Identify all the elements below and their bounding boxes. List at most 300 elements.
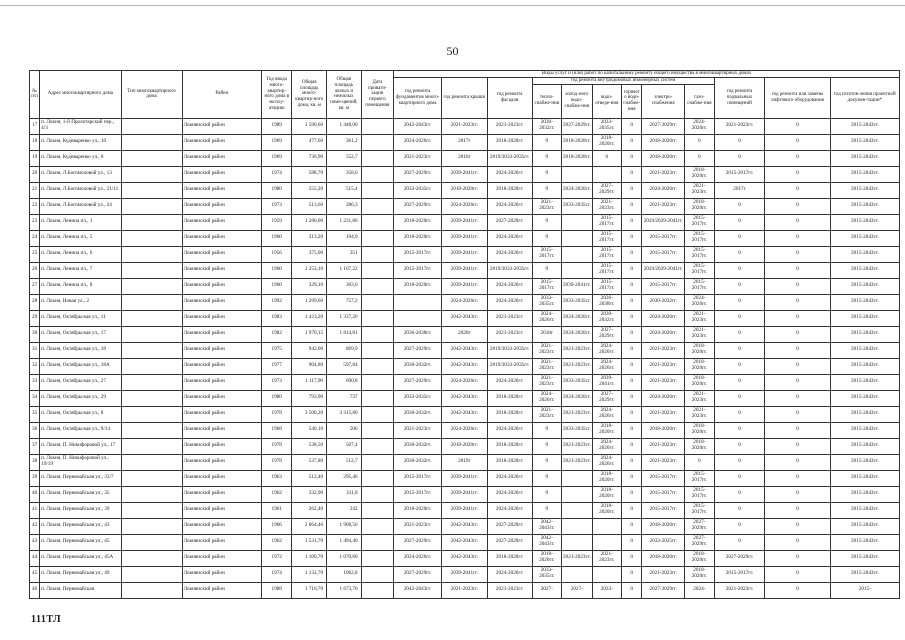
cell-type bbox=[121, 246, 182, 262]
cell-roof: 2042-2043гг. bbox=[441, 390, 487, 406]
cell-roof: 2039-2041гг. bbox=[441, 166, 487, 182]
cell-cold bbox=[562, 262, 593, 278]
cell-lift: 0 bbox=[765, 150, 830, 166]
cell-found: 2015-2017гг. bbox=[394, 470, 442, 486]
cell-gas: 2015-2017гг. bbox=[685, 262, 715, 278]
cell-addr: п. Локня, Ленина пл., 1 bbox=[40, 214, 121, 230]
cell-cold bbox=[562, 166, 593, 182]
cell-elec: 2021-2023гг. bbox=[642, 406, 685, 422]
cell-year: 1992 bbox=[261, 294, 292, 310]
cell-addr: п. Локня, 1-й Пролетарский пер., 4/3 bbox=[40, 118, 121, 134]
cell-cold: 2021-2023гг. bbox=[562, 342, 593, 358]
cell-heat: 2021-2023гг. bbox=[532, 342, 562, 358]
cell-district: Локнянский район bbox=[182, 278, 261, 294]
cell-priv bbox=[361, 278, 394, 294]
cell-heat: 0 bbox=[532, 486, 562, 502]
cell-base: 0 bbox=[714, 422, 765, 438]
cell-sew: 2018-2020гг. bbox=[592, 134, 622, 150]
table-row bbox=[30, 550, 900, 566]
cell-living: 358,6 bbox=[327, 166, 362, 182]
table-row bbox=[30, 310, 900, 326]
cell-gas: 2015-2017гг. bbox=[685, 246, 715, 262]
cell-hot: 0 bbox=[622, 326, 642, 342]
cell-type bbox=[121, 518, 182, 534]
cell-elec: 2033-2035гг. bbox=[642, 534, 685, 550]
cell-elec: 2018-2020гг. bbox=[642, 422, 685, 438]
cell-gas: 2024-2026гг. bbox=[685, 294, 715, 310]
cell-no: 18 bbox=[30, 134, 40, 150]
cell-cold: 2027-2029гг. bbox=[562, 118, 593, 134]
cell-living: 1 337,20 bbox=[327, 310, 362, 326]
cell-district: Локнянский район bbox=[182, 118, 261, 134]
cell-lift: 0 bbox=[765, 262, 830, 278]
cell-cold bbox=[562, 230, 593, 246]
cell-district: Локнянский район bbox=[182, 358, 261, 374]
cell-total: 313,20 bbox=[292, 230, 327, 246]
cell-addr: п. Локня, Ленина пл., 6 bbox=[40, 246, 121, 262]
cell-found: 2021-2023гг. bbox=[394, 518, 442, 534]
cell-addr: п. Локня, П. Никифоровой ул., 17 bbox=[40, 438, 121, 454]
cell-total: 3 500,20 bbox=[292, 406, 327, 422]
cell-priv bbox=[361, 230, 394, 246]
cell-docs: 2015-2043гг. bbox=[830, 438, 899, 454]
cell-no: 32 bbox=[30, 358, 40, 374]
cell-year: 1975 bbox=[261, 342, 292, 358]
cell-base: 2015-2017гг. bbox=[714, 166, 765, 182]
cell-sew: 2036-2038гг. bbox=[592, 294, 622, 310]
col-house-type: Тип многоквартирного дома bbox=[121, 71, 182, 119]
cell-facade: 2019/2033-2035гг. bbox=[487, 150, 532, 166]
cell-living: 1 908,56 bbox=[327, 518, 362, 534]
cell-total: 513,60 bbox=[292, 198, 327, 214]
cell-hot: 0 bbox=[622, 470, 642, 486]
cell-sew: 2024-2026гг. bbox=[592, 358, 622, 374]
cell-cold: 2021-2023гг. bbox=[562, 358, 593, 374]
cell-total: 1 299,60 bbox=[292, 294, 327, 310]
cell-docs: 2015-2043гг. bbox=[830, 182, 899, 198]
table-body bbox=[30, 118, 900, 598]
cell-priv bbox=[361, 118, 394, 134]
cell-type bbox=[121, 294, 182, 310]
col-roof: год ремонта крыши bbox=[441, 77, 487, 118]
cell-gas: 2018-2020гг. bbox=[685, 374, 715, 390]
cell-docs: 2015-2043гг. bbox=[830, 198, 899, 214]
cell-type bbox=[121, 214, 182, 230]
cell-sew: 2033-2035гг. bbox=[592, 118, 622, 134]
cell-district: Локнянский район bbox=[182, 262, 261, 278]
cell-living: 311,8 bbox=[327, 486, 362, 502]
cell-docs: 2015-2043гг. bbox=[830, 422, 899, 438]
cell-no: 23 bbox=[30, 214, 40, 230]
cell-roof: 2042-2043гг. bbox=[441, 310, 487, 326]
cell-year: 1962 bbox=[261, 486, 292, 502]
cell-cold: 2021-2023гг. bbox=[562, 406, 593, 422]
cell-sew: 2018-2020гг. bbox=[592, 486, 622, 502]
cell-total: 1 970,15 bbox=[292, 326, 327, 342]
cell-year: 1966 bbox=[261, 518, 292, 534]
cell-base: 2015-2017гг. bbox=[714, 566, 765, 582]
cell-hot: 0 bbox=[622, 278, 642, 294]
cell-district: Локнянский район bbox=[182, 198, 261, 214]
cell-found: 2033-2035гг. bbox=[394, 182, 442, 198]
cell-docs: 2015-2043гг. bbox=[830, 518, 899, 534]
cell-gas: 2021-2023гг. bbox=[685, 406, 715, 422]
cell-hot: 0 bbox=[622, 342, 642, 358]
cell-type bbox=[121, 550, 182, 566]
cell-sew: 2027-2029гг. bbox=[592, 326, 622, 342]
cell-type bbox=[121, 342, 182, 358]
cell-found: 2027-2029гг. bbox=[394, 534, 442, 550]
cell-total: 477,60 bbox=[292, 134, 327, 150]
cell-base: 2017г bbox=[714, 182, 765, 198]
table-row bbox=[30, 390, 900, 406]
cell-elec: 2021-2023гг. bbox=[642, 358, 685, 374]
cell-cold bbox=[562, 502, 593, 518]
cell-addr: п. Локня, Первомайская ул., 43 bbox=[40, 518, 121, 534]
cell-sew: 2039-2041гг. bbox=[592, 374, 622, 390]
cell-addr: п. Локня, Кудиваренко ул., 8 bbox=[40, 150, 121, 166]
cell-lift: 0 bbox=[765, 214, 830, 230]
cell-cold bbox=[562, 214, 593, 230]
cell-type bbox=[121, 182, 182, 198]
cell-heat: 2042-2043гг. bbox=[532, 534, 562, 550]
cell-hot: 0 bbox=[622, 582, 642, 598]
cell-type bbox=[121, 486, 182, 502]
cell-found: 2015-2017гг. bbox=[394, 246, 442, 262]
cell-found: 2024-2026гг. bbox=[394, 134, 442, 150]
cell-docs: 2015-2043гг. bbox=[830, 406, 899, 422]
cell-elec: 2027-2029гг. bbox=[642, 118, 685, 134]
cell-priv bbox=[361, 166, 394, 182]
cell-district: Локнянский район bbox=[182, 406, 261, 422]
cell-year: 1978 bbox=[261, 438, 292, 454]
cell-type bbox=[121, 150, 182, 166]
cell-year: 1962 bbox=[261, 534, 292, 550]
cell-elec: 2024-2026гг. bbox=[642, 310, 685, 326]
cell-lift: 0 bbox=[765, 294, 830, 310]
cell-addr: п. Локня, Первомайская ул., 35 bbox=[40, 486, 121, 502]
table-row bbox=[30, 534, 900, 550]
cell-type bbox=[121, 166, 182, 182]
cell-found: 2030-2032гг. bbox=[394, 406, 442, 422]
cell-elec: 2018-2020гг. bbox=[642, 518, 685, 534]
cell-roof: 2016г bbox=[441, 150, 487, 166]
capital-repair-table bbox=[29, 70, 900, 599]
cell-district: Локнянский район bbox=[182, 310, 261, 326]
cell-hot: 0 bbox=[622, 262, 642, 278]
cell-lift: 0 bbox=[765, 438, 830, 454]
cell-facade: 2024-2026гг. bbox=[487, 198, 532, 214]
cell-year: 1969 bbox=[261, 150, 292, 166]
cell-year: 1980 bbox=[261, 182, 292, 198]
cell-docs: 2015-2043гг. bbox=[830, 118, 899, 134]
cell-no: 40 bbox=[30, 486, 40, 502]
cell-district: Локнянский район bbox=[182, 230, 261, 246]
cell-gas: 2018-2020гг. bbox=[685, 550, 715, 566]
cell-district: Локнянский район bbox=[182, 374, 261, 390]
cell-living: 194,9 bbox=[327, 230, 362, 246]
cell-priv bbox=[361, 342, 394, 358]
cell-sew: 2027-2029гг. bbox=[592, 182, 622, 198]
cell-total: 1 253,10 bbox=[292, 262, 327, 278]
cell-total: 375,00 bbox=[292, 246, 327, 262]
cell-heat: 2030-2032гг. bbox=[532, 118, 562, 134]
cell-elec: 2019/2039-2041гг. bbox=[642, 262, 685, 278]
cell-gas: 0 bbox=[685, 134, 715, 150]
cell-heat: 2015-2017гг. bbox=[532, 246, 562, 262]
cell-living: 552,7 bbox=[327, 150, 362, 166]
table-row bbox=[30, 374, 900, 390]
cell-hot: 0 bbox=[622, 454, 642, 470]
cell-district: Локнянский район bbox=[182, 214, 261, 230]
cell-base: 0 bbox=[714, 134, 765, 150]
cell-roof: 2020г bbox=[441, 326, 487, 342]
cell-type bbox=[121, 278, 182, 294]
cell-type bbox=[121, 406, 182, 422]
cell-sew: 2024-2026гг. bbox=[592, 342, 622, 358]
table-row bbox=[30, 198, 900, 214]
cell-hot: 0 bbox=[622, 182, 642, 198]
cell-type bbox=[121, 134, 182, 150]
cell-docs: 2015-2043гг. bbox=[830, 358, 899, 374]
table-row bbox=[30, 326, 900, 342]
col-group-works: Виды услуг и (или) работ по капитальному ремонту общего имущества в многоквартирных домах bbox=[394, 71, 900, 78]
cell-lift: 0 bbox=[765, 390, 830, 406]
cell-heat: 2024-2026гг. bbox=[532, 390, 562, 406]
cell-living: 1 494,40 bbox=[327, 534, 362, 550]
cell-docs: 2015- bbox=[830, 582, 899, 598]
cell-cold bbox=[562, 486, 593, 502]
cell-lift: 0 bbox=[765, 550, 830, 566]
cell-elec: 2015-2017гг. bbox=[642, 502, 685, 518]
col-elevators: год ремонта или замены лифтового оборудования bbox=[765, 77, 830, 118]
cell-elec: 2021-2023гг. bbox=[642, 566, 685, 582]
cell-gas: 2018-2020гг. bbox=[685, 198, 715, 214]
cell-priv bbox=[361, 358, 394, 374]
cell-no: 33 bbox=[30, 374, 40, 390]
cell-roof: 2042-2043гг. bbox=[441, 518, 487, 534]
cell-addr: п. Локня, Кудиваренко ул., 10 bbox=[40, 134, 121, 150]
cell-year: 1960 bbox=[261, 230, 292, 246]
cell-found bbox=[394, 310, 442, 326]
cell-elec: 2024-2026гг. bbox=[642, 326, 685, 342]
cell-priv bbox=[361, 134, 394, 150]
cell-total: 1 117,90 bbox=[292, 374, 327, 390]
cell-year: 1977 bbox=[261, 358, 292, 374]
cell-priv bbox=[361, 566, 394, 582]
cell-hot: 0 bbox=[622, 518, 642, 534]
cell-priv bbox=[361, 246, 394, 262]
table-row bbox=[30, 406, 900, 422]
table-header bbox=[30, 71, 900, 119]
cell-elec: 2018-2020гг. bbox=[642, 150, 685, 166]
cell-roof: 2018-2020гг. bbox=[441, 182, 487, 198]
cell-gas: 2015-2017гг. bbox=[685, 486, 715, 502]
cell-found: 2018-2020гг. bbox=[394, 214, 442, 230]
cell-hot: 0 bbox=[622, 294, 642, 310]
cell-gas: 2027-2029гг. bbox=[685, 534, 715, 550]
cell-addr: п. Локня, Первомайская ул., 49 bbox=[40, 566, 121, 582]
cell-district: Локнянский район bbox=[182, 518, 261, 534]
cell-found: 2027-2029гг. bbox=[394, 566, 442, 582]
cell-no: 24 bbox=[30, 230, 40, 246]
table-row bbox=[30, 342, 900, 358]
cell-type bbox=[121, 198, 182, 214]
cell-heat: 0 bbox=[532, 166, 562, 182]
cell-living: 3 315,80 bbox=[327, 406, 362, 422]
cell-hot: 0 bbox=[622, 422, 642, 438]
cell-base: 2027-2029гг. bbox=[714, 550, 765, 566]
cell-priv bbox=[361, 374, 394, 390]
cell-hot: 0 bbox=[622, 502, 642, 518]
cell-docs: 2015-2043гг. bbox=[830, 278, 899, 294]
cell-cold: 2027- bbox=[562, 582, 593, 598]
cell-hot: 0 bbox=[622, 118, 642, 134]
cell-cold: 2024-2026гг. bbox=[562, 182, 593, 198]
cell-year: 1978 bbox=[261, 406, 292, 422]
cell-roof: 2039-2041гг. bbox=[441, 486, 487, 502]
cell-docs: 2015-2043гг. bbox=[830, 486, 899, 502]
cell-year: 1988 bbox=[261, 582, 292, 598]
cell-docs: 2015-2043гг. bbox=[830, 470, 899, 486]
cell-docs: 2015-2043гг. bbox=[830, 374, 899, 390]
cell-year: 1974 bbox=[261, 566, 292, 582]
cell-type bbox=[121, 390, 182, 406]
cell-heat: 0 bbox=[532, 214, 562, 230]
cell-elec: 2021-2023гг. bbox=[642, 454, 685, 470]
cell-base: 0 bbox=[714, 518, 765, 534]
cell-addr: п. Локня, Ленина пл., 8 bbox=[40, 278, 121, 294]
cell-type bbox=[121, 470, 182, 486]
cell-facade: 2024-2026гг. bbox=[487, 566, 532, 582]
cell-type bbox=[121, 310, 182, 326]
cell-district: Локнянский район bbox=[182, 582, 261, 598]
table-row bbox=[30, 454, 900, 470]
cell-roof: 2019г bbox=[441, 454, 487, 470]
cell-living: 690,8 bbox=[327, 374, 362, 390]
cell-docs: 2015-2043гг. bbox=[830, 502, 899, 518]
cell-addr: п. Локня, Л.Богомоловой ул., 13 bbox=[40, 166, 121, 182]
cell-facade: 2019/2033-2035гг. bbox=[487, 358, 532, 374]
cell-base: 0 bbox=[714, 278, 765, 294]
cell-addr: п. Локня, Первомайская ул., 39 bbox=[40, 502, 121, 518]
cell-district: Локнянский район bbox=[182, 422, 261, 438]
cell-living: 351 bbox=[327, 246, 362, 262]
cell-heat: 2024-2026гг. bbox=[532, 310, 562, 326]
cell-gas: 2015-2017гг. bbox=[685, 230, 715, 246]
cell-addr: п. Локня, Ленина пл., 5 bbox=[40, 230, 121, 246]
cell-hot: 0 bbox=[622, 246, 642, 262]
cell-hot: 0 bbox=[622, 230, 642, 246]
cell-facade: 2024-2026гг. bbox=[487, 502, 532, 518]
cell-living: 1 231,86 bbox=[327, 214, 362, 230]
cell-docs: 2015-2043гг. bbox=[830, 134, 899, 150]
cell-cold: 2033-2035гг. bbox=[562, 294, 593, 310]
cell-living: 1 448,00 bbox=[327, 118, 362, 134]
cell-priv bbox=[361, 422, 394, 438]
cell-docs: 2015-2043гг. bbox=[830, 454, 899, 470]
cell-type bbox=[121, 358, 182, 374]
cell-found: 2018-2020гг. bbox=[394, 278, 442, 294]
cell-total: 793,90 bbox=[292, 390, 327, 406]
cell-docs: 2015-2043гг. bbox=[830, 342, 899, 358]
cell-lift: 0 bbox=[765, 534, 830, 550]
cell-facade: 2027-2029гг. bbox=[487, 214, 532, 230]
table-row bbox=[30, 294, 900, 310]
table-row bbox=[30, 182, 900, 198]
cell-priv bbox=[361, 310, 394, 326]
cell-gas: 2018-2020гг. bbox=[685, 438, 715, 454]
cell-elec: 2021-2023гг. bbox=[642, 198, 685, 214]
cell-docs: 2015-2043гг. bbox=[830, 150, 899, 166]
cell-living: 1 673,70 bbox=[327, 582, 362, 598]
cell-no: 42 bbox=[30, 518, 40, 534]
cell-heat: 2021-2023гг. bbox=[532, 406, 562, 422]
cell-hot: 0 bbox=[622, 166, 642, 182]
cell-base: 0 bbox=[714, 454, 765, 470]
cell-roof: 2021-2023гг. bbox=[441, 118, 487, 134]
cell-total: 942,00 bbox=[292, 342, 327, 358]
cell-found: 2021-2023гг. bbox=[394, 150, 442, 166]
cell-district: Локнянский район bbox=[182, 438, 261, 454]
cell-year: 1969 bbox=[261, 134, 292, 150]
table-row bbox=[30, 422, 900, 438]
cell-lift: 0 bbox=[765, 454, 830, 470]
cell-base: 0 bbox=[714, 358, 765, 374]
cell-gas: 0 bbox=[685, 150, 715, 166]
cell-hot: 0 bbox=[622, 438, 642, 454]
cell-base: 0 bbox=[714, 374, 765, 390]
col-facade: год ремонта фасадов bbox=[487, 77, 532, 118]
table-row bbox=[30, 582, 900, 598]
cell-lift: 0 bbox=[765, 582, 830, 598]
cell-year: 1968 bbox=[261, 422, 292, 438]
cell-found: 2015-2017гг. bbox=[394, 486, 442, 502]
cell-addr: п. Локня, Л.Богомоловой ул., 21/11 bbox=[40, 182, 121, 198]
cell-hot: 0 bbox=[622, 486, 642, 502]
cell-hot: 0 bbox=[622, 150, 642, 166]
cell-elec: 2018-2020гг. bbox=[642, 550, 685, 566]
cell-hot: 0 bbox=[622, 406, 642, 422]
cell-living: 597,84 bbox=[327, 358, 362, 374]
cell-found: 2021-2023гг. bbox=[394, 422, 442, 438]
cell-sew: 2027-2029гг. bbox=[592, 390, 622, 406]
cell-roof: 2017г bbox=[441, 134, 487, 150]
cell-total: 538,50 bbox=[292, 438, 327, 454]
col-basements: год ремонта подвальных помещений bbox=[714, 77, 765, 118]
cell-roof: 2042-2043гг. bbox=[441, 534, 487, 550]
cell-living: 737 bbox=[327, 390, 362, 406]
table-row bbox=[30, 230, 900, 246]
cell-hot: 0 bbox=[622, 534, 642, 550]
cell-base: 2021-2023гг. bbox=[714, 118, 765, 134]
cell-cold: 2033-2035гг. bbox=[562, 374, 593, 390]
cell-facade: 2018-2020гг. bbox=[487, 406, 532, 422]
cell-elec: 2024-2026гг. bbox=[642, 390, 685, 406]
cell-heat: 2042-2043гг. bbox=[532, 518, 562, 534]
cell-addr: п. Локня, Октябрьская ул., 18 bbox=[40, 342, 121, 358]
cell-living: 757,2 bbox=[327, 294, 362, 310]
cell-addr: п. Локня, Л.Богомоловой ул., 24 bbox=[40, 198, 121, 214]
col-electricity: электро-снабжения bbox=[642, 84, 685, 118]
cell-living: 242 bbox=[327, 502, 362, 518]
cell-total: 537,80 bbox=[292, 454, 327, 470]
cell-roof: 2039-2041гг. bbox=[441, 278, 487, 294]
cell-lift: 0 bbox=[765, 518, 830, 534]
cell-sew: 2021-2023гг. bbox=[592, 550, 622, 566]
cell-year: 1963 bbox=[261, 470, 292, 486]
cell-roof: 2024-2026гг. bbox=[441, 374, 487, 390]
